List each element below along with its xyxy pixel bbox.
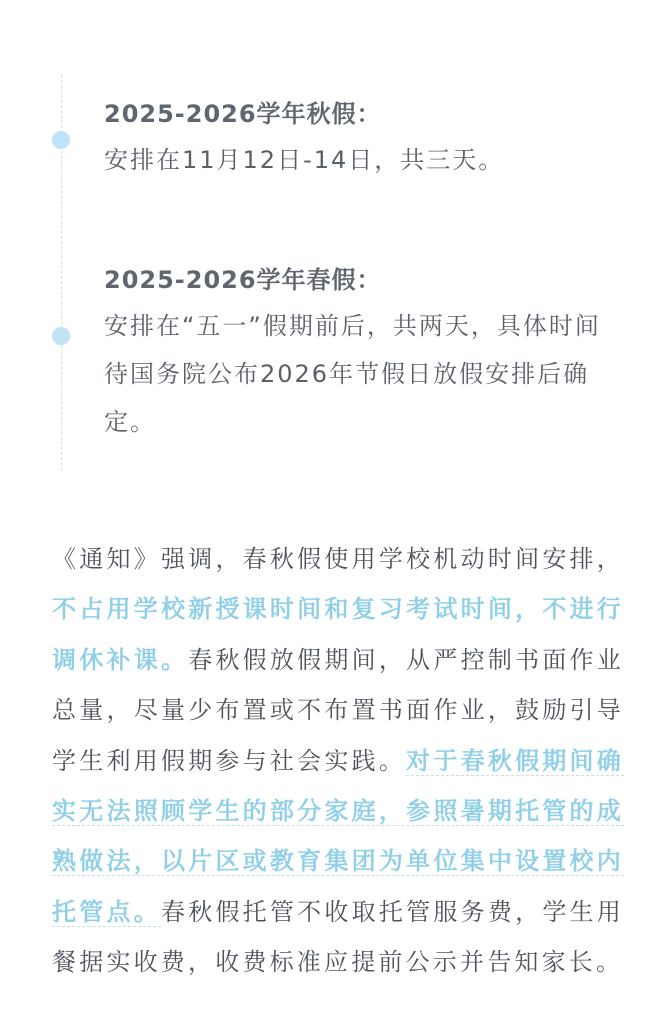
holiday-timeline (0, 0, 670, 470)
autumn-break-title: 2025-2026学年秋假： (104, 100, 382, 128)
highlight-no-makeup-classes: 不占用学校新授课时间和复习考试时间，不进行调休补课。 (52, 595, 624, 674)
autumn-break-text: 安排在11月12日-14日，共三天。 (104, 146, 505, 174)
spring-break-title: 2025-2026学年春假： (104, 266, 382, 294)
paragraph-text-3: 春秋假托管不收取托管服务费，学生用餐据实收费，收费标准应提前公示并告知家长。 (52, 897, 624, 977)
timeline-entry-spring (104, 262, 644, 446)
timeline-dot-autumn (52, 131, 70, 149)
paragraph-text-1: 《通知》强调，春秋假使用学校机动时间安排， (52, 545, 624, 573)
paragraph-text-2: 春秋假放假期间，从严控制书面作业总量，尽量少布置或不布置书面作业，鼓励引导学生利用假期参与社会实践。 (52, 645, 624, 775)
timeline-dot-spring (52, 327, 70, 345)
notice-paragraph (52, 534, 624, 988)
timeline-entry-autumn (104, 96, 644, 184)
highlight-childcare-points: 对于春秋假期间确实无法照顾学生的部分家庭，参照暑期托管的成熟做法，以片区或教育集团为单位集中设置校内托管点。 (52, 746, 624, 926)
spring-break-text: 安排在“五一”假期前后，共两天，具体时间待国务院公布2026年节假日放假安排后确定。 (104, 312, 601, 436)
